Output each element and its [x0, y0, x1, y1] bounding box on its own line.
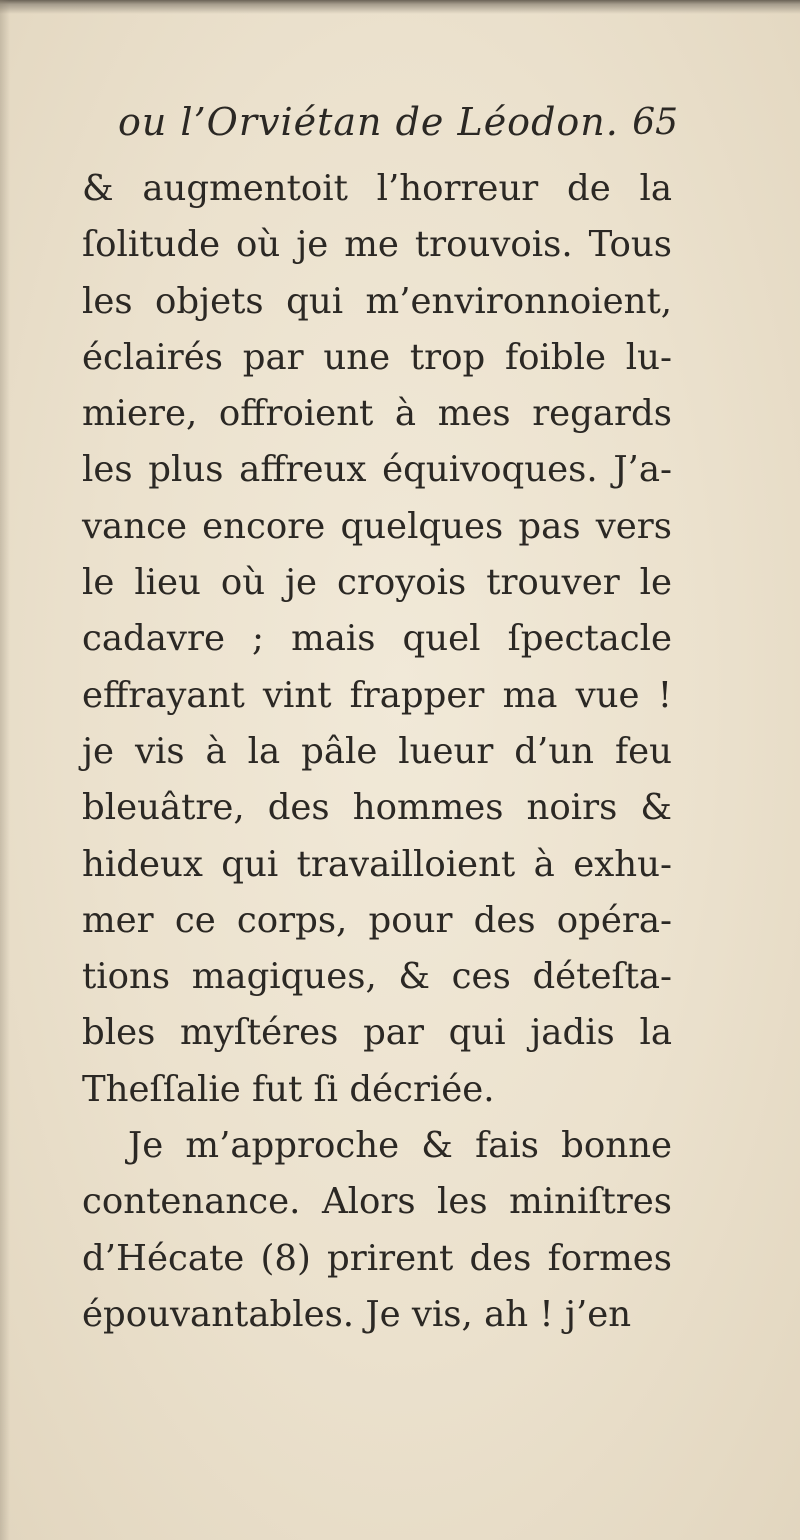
text-line: hideux qui travailloient à exhu-	[82, 843, 672, 885]
text-line: je vis à la pâle lueur d’un feu	[82, 730, 672, 772]
text-line: d’Hécate (8) prirent des formes	[82, 1237, 673, 1279]
text-line: vance encore quelques pas vers	[82, 505, 672, 547]
text-line: épouvantables. Je vis, ah ! j’en	[82, 1293, 632, 1335]
page-left-edge-shadow	[0, 0, 10, 1540]
text-line: éclairés par une trop foible lu-	[82, 336, 672, 378]
page-top-edge-shadow	[0, 0, 800, 14]
text-line: tions magiques, & ces déteſta-	[82, 956, 673, 998]
text-line: effrayant vint frapper ma vue !	[82, 674, 672, 716]
text-line: miere, offroient à mes regards	[82, 393, 672, 435]
text-line: Theſſalie fut ſi décriée.	[82, 1068, 495, 1110]
text-line: les plus affreux équivoques. J’a-	[82, 449, 673, 491]
text-line: ſolitude où je me trouvois. Tous	[82, 224, 673, 266]
text-line: Je m’approche & fais bonne	[128, 1125, 672, 1167]
text-line: contenance. Alors les miniſtres	[82, 1181, 673, 1223]
page-header	[118, 100, 678, 160]
text-line: mer ce corps, pour des opéra-	[82, 899, 672, 941]
text-line: bleuâtre, des hommes noirs &	[82, 787, 672, 829]
text-line: & augmentoit l’horreur de la	[82, 168, 672, 209]
body-text	[82, 161, 672, 1343]
running-title: ou l’Orviétan de Léodon.	[118, 100, 619, 144]
text-line: le lieu où je croyois trouver le	[82, 562, 673, 604]
page-number: 65	[632, 102, 678, 143]
text-line: les objets qui m’environnoient,	[82, 280, 672, 322]
text-line: cadavre ; mais quel ſpectacle	[82, 618, 673, 660]
text-line: bles myſtéres par qui jadis la	[82, 1012, 672, 1054]
